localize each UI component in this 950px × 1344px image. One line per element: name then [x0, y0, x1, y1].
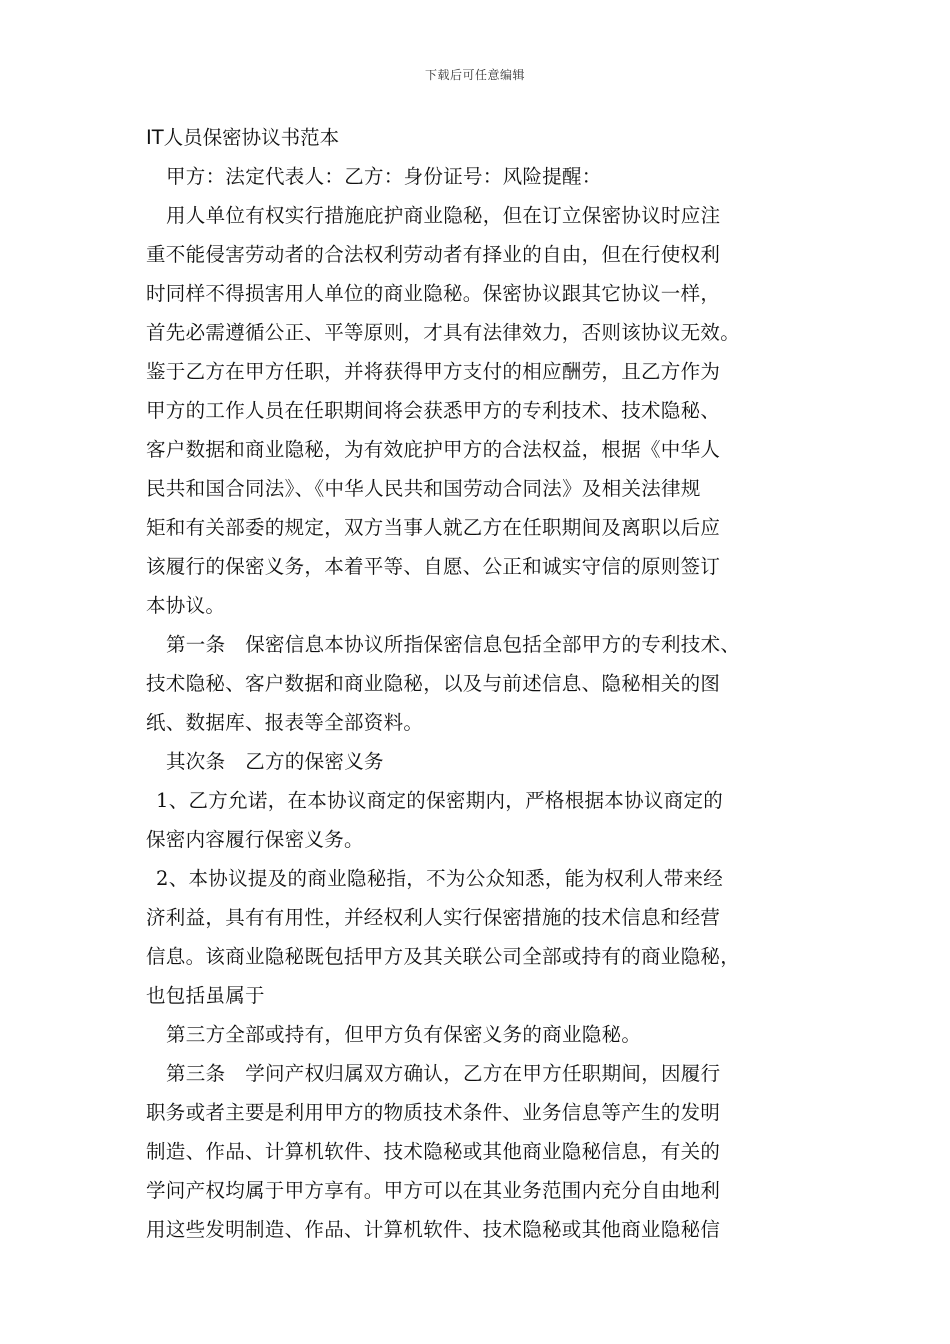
- text-line: 第一条 保密信息本协议所指保密信息包括全部甲方的专利技术、: [166, 633, 741, 656]
- text-line: 信息。该商业隐秘既包括甲方及其关联公司全部或持有的商业隐秘，: [146, 945, 741, 968]
- document-body: [146, 118, 826, 1249]
- text-line: 甲方：法定代表人：乙方：身份证号：风险提醒：: [166, 165, 602, 188]
- text-line: 该履行的保密义务，本着平等、自愿、公正和诚实守信的原则签订: [146, 555, 721, 578]
- text-line: 第三方全部或持有，但甲方负有保密义务的商业隐秘。: [166, 1023, 642, 1046]
- text-line: 2、本协议提及的商业隐秘指，不为公众知悉，能为权利人带来经: [156, 867, 724, 890]
- text-line: 本协议。: [146, 594, 226, 617]
- text-line: 民共和国合同法》、《中华人民共和国劳动合同法》及相关法律规: [146, 477, 701, 500]
- text-line: 甲方的工作人员在任职期间将会获悉甲方的专利技术、技术隐秘、: [146, 399, 721, 422]
- text-line: 也包括虽属于: [146, 984, 265, 1007]
- text-line: 首先必需遵循公正、平等原则，才具有法律效力，否则该协议无效。: [146, 321, 741, 344]
- document-title: IT人员保密协议书范本: [146, 126, 340, 149]
- text-line: 技术隐秘、客户数据和商业隐秘，以及与前述信息、隐秘相关的图: [146, 672, 721, 695]
- text-line: 职务或者主要是利用甲方的物质技术条件、业务信息等产生的发明: [146, 1101, 721, 1124]
- text-line: 矩和有关部委的规定，双方当事人就乙方在任职期间及离职以后应: [146, 516, 721, 539]
- text-line: 鉴于乙方在甲方任职，并将获得甲方支付的相应酬劳，且乙方作为: [146, 360, 721, 383]
- text-line: 纸、数据库、报表等全部资料。: [146, 711, 424, 734]
- text-line: 时同样不得损害用人单位的商业隐秘。保密协议跟其它协议一样，: [146, 282, 721, 305]
- text-line: 济利益，具有有用性，并经权利人实行保密措施的技术信息和经营: [146, 906, 721, 929]
- text-line: 制造、作品、计算机软件、技术隐秘或其他商业隐秘信息，有关的: [146, 1140, 721, 1163]
- text-line: 1、乙方允诺，在本协议商定的保密期内，严格根据本协议商定的: [156, 789, 724, 812]
- text-line: 保密内容履行保密义务。: [146, 828, 364, 851]
- text-line: 用人单位有权实行措施庇护商业隐秘，但在订立保密协议时应注: [166, 204, 721, 227]
- page-header: 下载后可任意编辑: [424, 68, 525, 82]
- text-line: 第三条 学问产权归属双方确认，乙方在甲方任职期间，因履行: [166, 1062, 721, 1085]
- text-line: 学问产权均属于甲方享有。甲方可以在其业务范围内充分自由地利: [146, 1179, 721, 1202]
- text-line: 其次条 乙方的保密义务: [166, 750, 384, 773]
- text-line: 用这些发明制造、作品、计算机软件、技术隐秘或其他商业隐秘信: [146, 1218, 721, 1241]
- text-line: 重不能侵害劳动者的合法权利劳动者有择业的自由，但在行使权利: [146, 243, 721, 266]
- text-line: 客户数据和商业隐秘，为有效庇护甲方的合法权益，根据《中华人: [146, 438, 721, 461]
